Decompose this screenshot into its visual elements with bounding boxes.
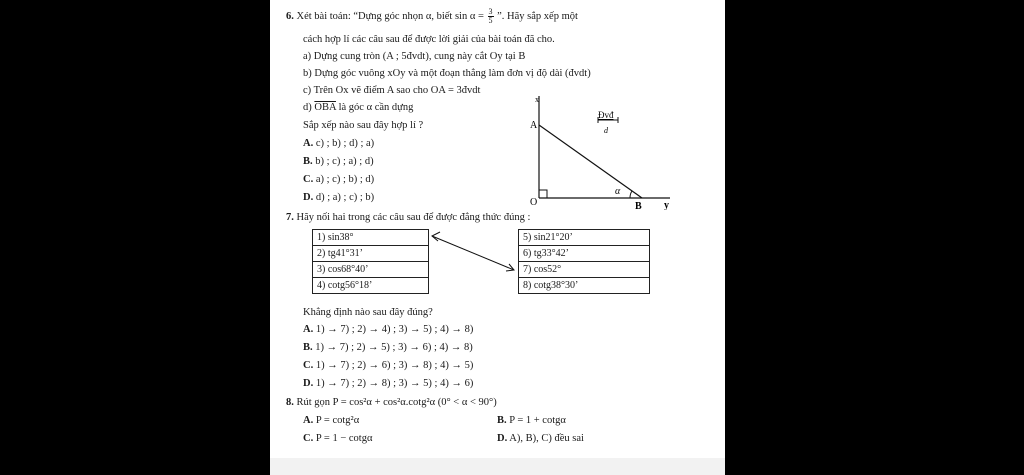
q6-frac-num: 3	[488, 7, 493, 16]
label-a: A	[530, 120, 538, 131]
q6-step-c: c) Trên Ox vẽ điểm A sao cho OA = 3đvdt	[303, 85, 481, 96]
q6-sin-label: sin α =	[454, 10, 484, 22]
right-angle-mark	[539, 190, 547, 198]
q6-option-b-text: b) ; c) ; a) ; d)	[315, 156, 374, 167]
q7-option-d-text: 1) → 7) ; 2) → 8) ; 3) → 5) ; 4) → 6)	[315, 378, 474, 389]
q8-number: 8.	[286, 397, 294, 408]
q7-option-c-text: 1) → 7) ; 2) → 6) ; 3) → 8) ; 4) → 5)	[315, 360, 474, 371]
label-y: y	[664, 200, 669, 210]
label-unit-sub: d	[604, 126, 608, 135]
label-b: B	[635, 201, 642, 210]
q7-right-cell: 6) tg33°42’	[519, 246, 650, 262]
q8-option-c-text: P = 1 − cotgα	[315, 433, 373, 444]
arrow-head-left	[432, 232, 440, 241]
q7-stem	[286, 211, 530, 224]
label-unit: Đvđ	[598, 110, 614, 120]
q7-right-cell: 8) cotg38°30’	[519, 278, 650, 294]
q7-option-a[interactable]	[303, 323, 473, 336]
q8-stem-text: Rút gọn P = cos²α + cos²α.cotg²α (0° < α < 90°)	[296, 397, 497, 408]
q6-stem	[286, 8, 578, 25]
q6-option-b-label: B.	[303, 156, 313, 167]
arrow-line	[432, 236, 514, 270]
q8-option-c-label: C.	[303, 433, 314, 444]
segment-ab	[539, 125, 642, 198]
q6-step-b: b) Dựng góc vuông xOy và một đoạn thẳng làm đơn vị độ dài (đvdt)	[303, 68, 591, 79]
q7-option-b[interactable]	[303, 341, 473, 354]
q6-option-c-label: C.	[303, 174, 314, 185]
q6-step-d	[303, 101, 413, 114]
page-bottom-strip	[270, 458, 725, 475]
q8-option-a-label: A.	[303, 415, 314, 426]
q6-option-a-text: c) ; b) ; d) ; a)	[315, 138, 375, 149]
q6-option-d-label: D.	[303, 192, 314, 203]
q6-option-d[interactable]	[303, 191, 374, 204]
q6-option-d-text: d) ; a) ; c) ; b)	[315, 192, 375, 203]
q7-right-table	[518, 229, 650, 294]
q6-frac-den: 5	[488, 16, 493, 25]
label-x: x	[535, 95, 539, 104]
q8-option-a[interactable]	[303, 414, 359, 427]
q7-option-c[interactable]	[303, 359, 473, 372]
q7-option-a-text: 1) → 7) ; 2) → 4) ; 3) → 5) ; 4) → 8)	[315, 324, 474, 335]
q7-option-d-label: D.	[303, 378, 314, 389]
q7-left-table	[312, 229, 429, 294]
q6-option-a-label: A.	[303, 138, 314, 149]
q6-step-d-prefix: d)	[303, 102, 312, 113]
q7-option-b-text: 1) → 7) ; 2) → 5) ; 3) → 6) ; 4) → 8)	[315, 342, 473, 353]
q6-option-c[interactable]	[303, 173, 374, 186]
q7-stem-text: Hãy nối hai trong các câu sau để được đẳng thức đúng :	[296, 212, 531, 223]
q6-option-c-text: a) ; c) ; b) ; d)	[315, 174, 375, 185]
q8-stem	[286, 396, 497, 409]
q6-step-a: a) Dựng cung tròn (A ; 5đvdt), cung này cắt Oy tại B	[303, 51, 526, 62]
q7-right-cell: 5) sin21°20’	[519, 230, 650, 246]
q8-option-d[interactable]	[497, 432, 584, 445]
label-o: O	[530, 197, 538, 208]
q8-option-c[interactable]	[303, 432, 372, 445]
q8-option-b[interactable]	[497, 414, 566, 427]
q7-question: Khẳng định nào sau đây đúng?	[303, 307, 433, 318]
q6-option-a[interactable]	[303, 137, 374, 150]
q7-option-a-label: A.	[303, 324, 314, 335]
q6-fraction	[488, 8, 494, 25]
q7-left-cell: 2) tg41°31’	[313, 246, 429, 262]
q8-option-b-text: P = 1 + cotgα	[509, 415, 566, 426]
label-alpha: α	[615, 186, 621, 197]
q7-left-cell: 3) cos68°40’	[313, 262, 429, 278]
q6-step-d-angle: $\overline{OBA}$	[314, 102, 336, 113]
q7-option-d[interactable]	[303, 377, 473, 390]
q7-number: 7.	[286, 212, 294, 223]
q6-construction-figure	[520, 88, 690, 210]
q7-left-cell: 4) cotg56°18’	[313, 278, 429, 294]
q6-question: Sắp xếp nào sau đây hợp lí ?	[303, 120, 424, 131]
q7-connector-arrows	[428, 228, 520, 278]
q6-line2: cách hợp lí các câu sau để được lời giải của bài toán đã cho.	[303, 34, 555, 45]
q6-option-b[interactable]	[303, 155, 374, 168]
q7-left-cell: 1) sin38°	[313, 230, 429, 246]
q7-option-b-label: B.	[303, 342, 313, 353]
q6-step-d-suffix: là góc α cần dựng	[338, 102, 414, 113]
q6-number: 6.	[286, 10, 294, 22]
q8-option-d-label: D.	[497, 433, 508, 444]
q7-right-cell: 7) cos52°	[519, 262, 650, 278]
q8-option-a-text: P = cotg²α	[315, 415, 360, 426]
q8-option-d-text: A), B), C) đều sai	[509, 433, 584, 444]
q7-option-c-label: C.	[303, 360, 314, 371]
q6-stem-a: Xét bài toán: “Dựng góc nhọn α, biết	[296, 10, 453, 22]
q8-option-b-label: B.	[497, 415, 507, 426]
alpha-arc	[630, 191, 632, 198]
q6-stem-b: ”. Hãy sắp xếp một	[497, 10, 578, 22]
